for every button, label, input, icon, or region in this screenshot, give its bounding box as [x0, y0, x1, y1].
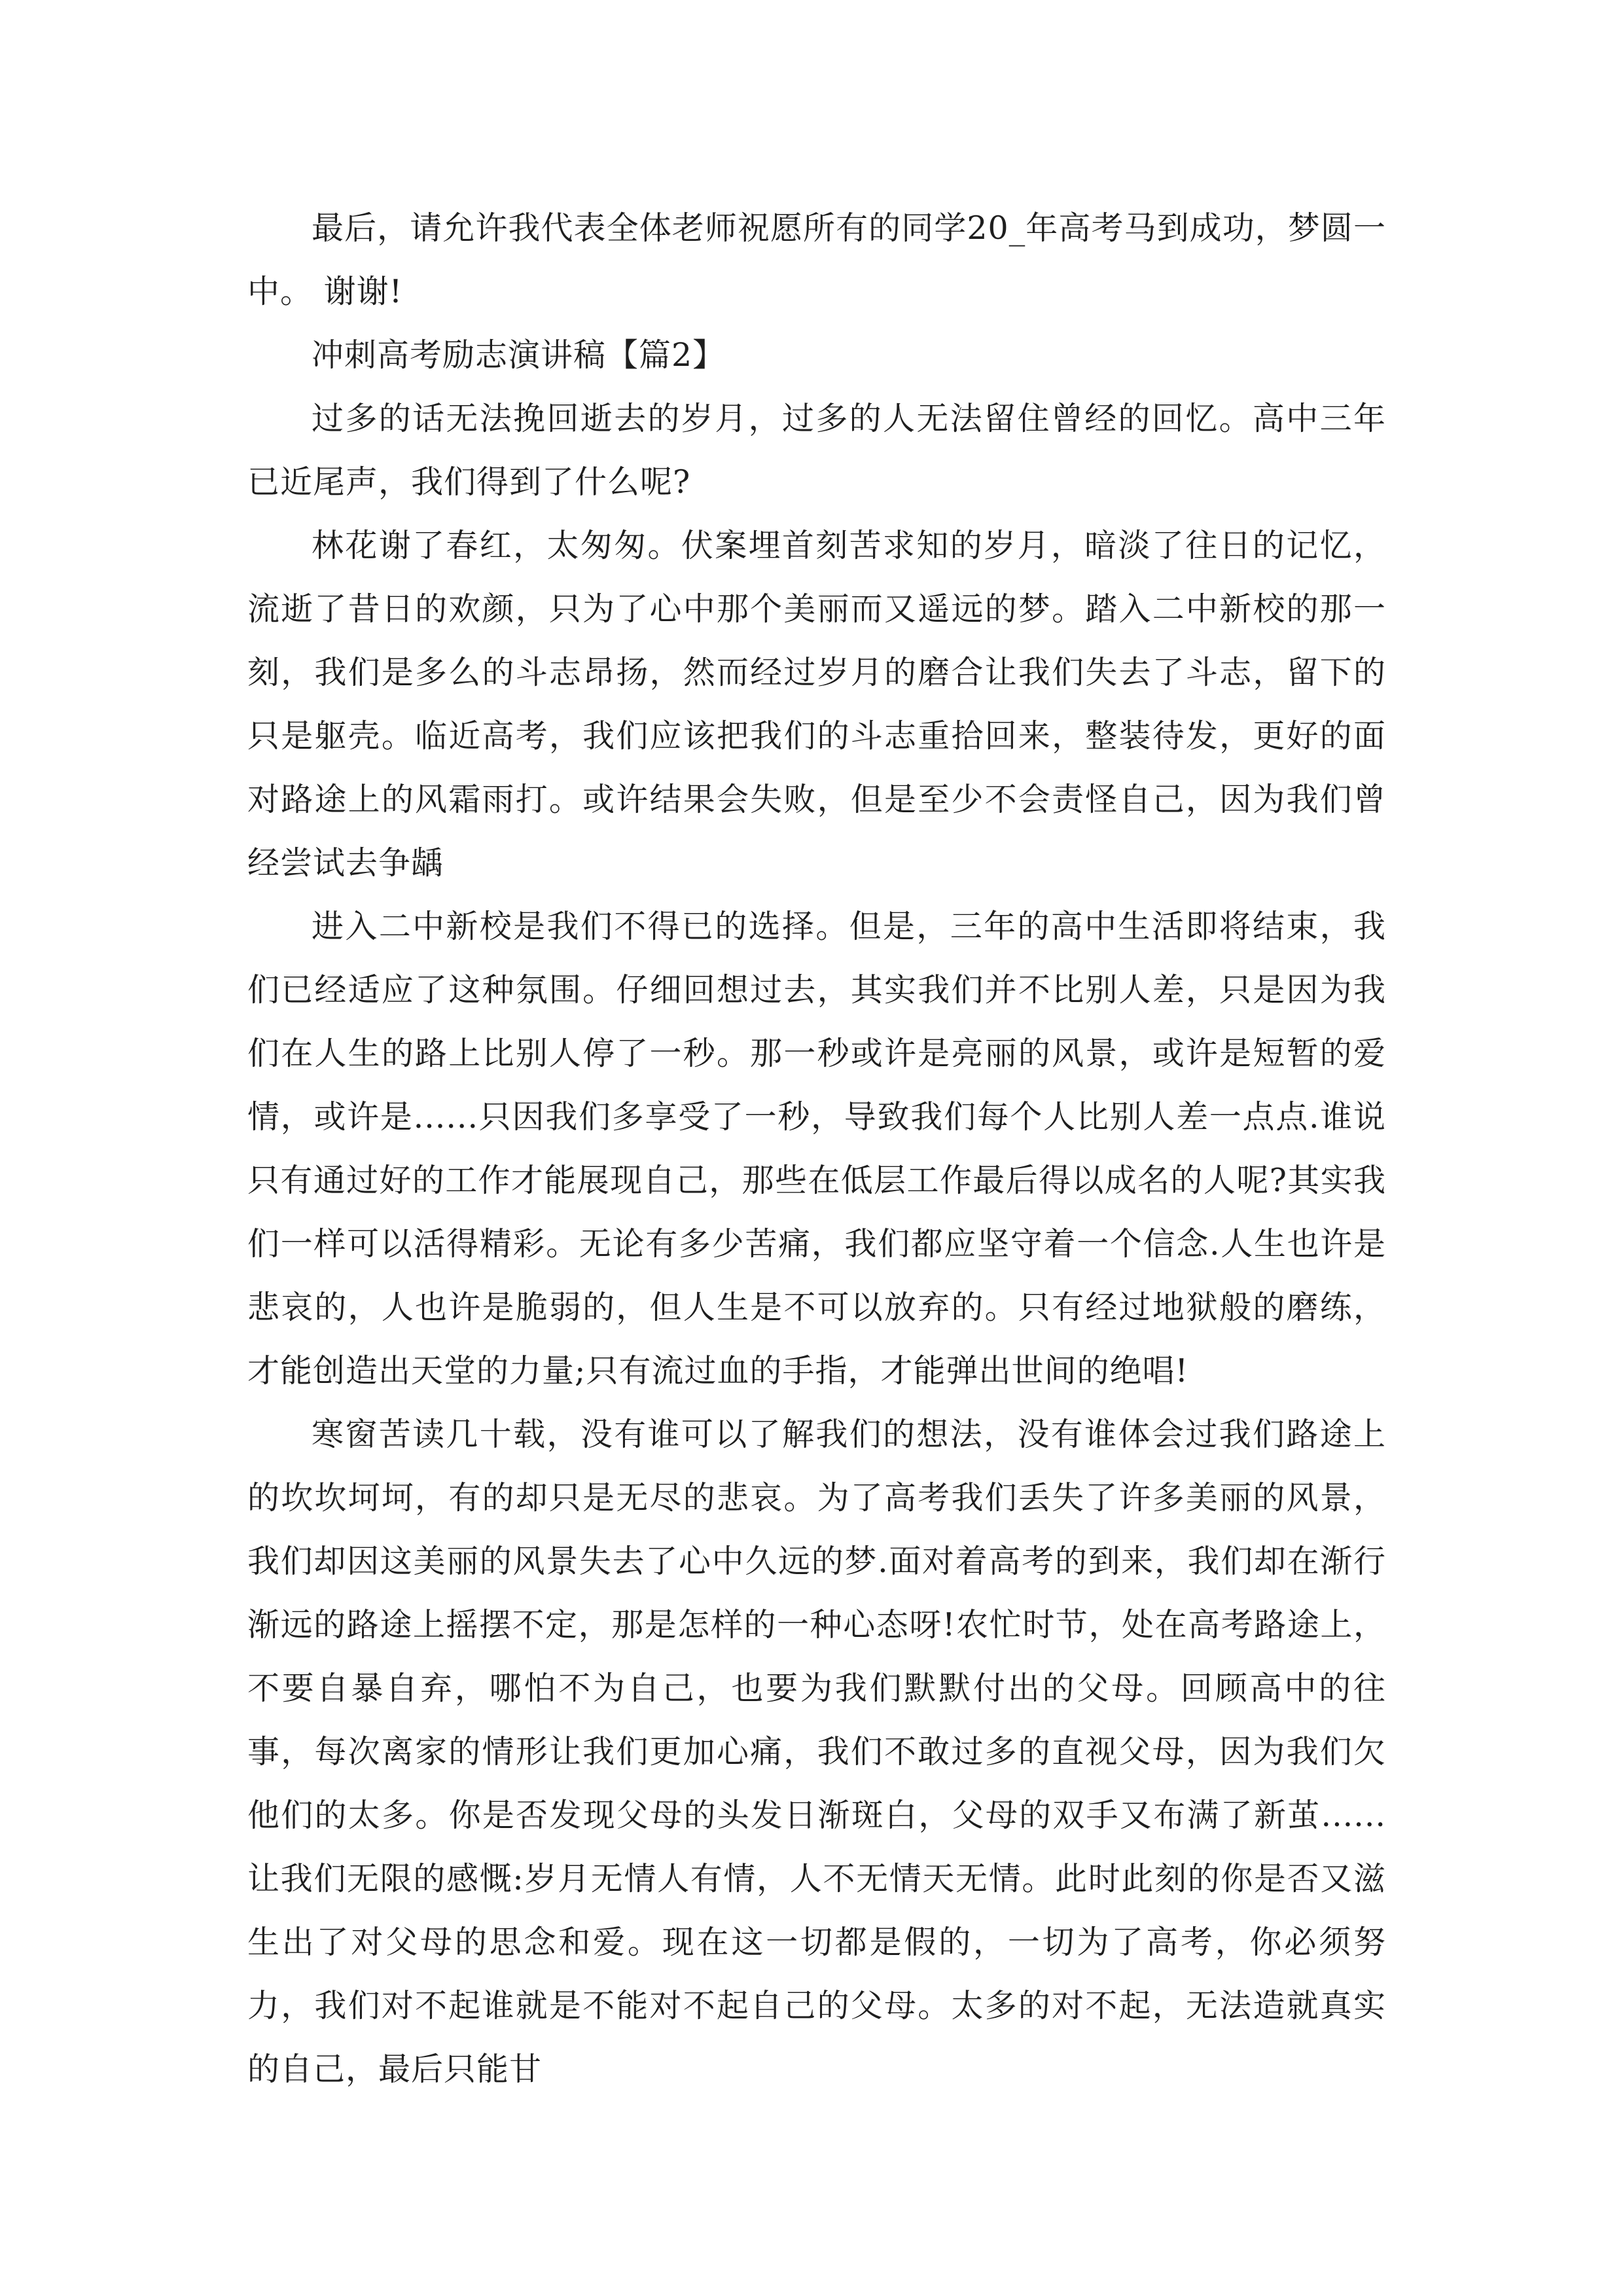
- document-body: [247, 196, 1386, 2101]
- body-paragraph: 林花谢了春红，太匆匆。伏案埋首刻苦求知的岁月，暗淡了往日的记忆，流逝了昔日的欢颜，只为了心中那个美丽而又遥远的梦。踏入二中新校的那一刻，我们是多么的斗志昂扬，然而经过岁月的磨合让我们失去了斗志，留下的只是躯壳。临近高考，我们应该把我们的斗志重拾回来，整装待发，更好的面对路途上的风霜雨打。或许结果会失败，但是至少不会责怪自己，因为我们曾经尝试去争龋: [247, 527, 1386, 882]
- body-paragraph: 过多的话无法挽回逝去的岁月，过多的人无法留住曾经的回忆。高中三年已近尾声，我们得到了什么呢?: [247, 400, 1386, 501]
- section-heading: 冲刺高考励志演讲稿【篇2】: [312, 336, 726, 374]
- closing-paragraph: 最后，请允许我代表全体老师祝愿所有的同学20_年高考马到成功，梦圆一中。 谢谢!: [247, 209, 1386, 310]
- body-paragraph: 寒窗苦读几十载，没有谁可以了解我们的想法，没有谁体会过我们路途上的坎坎坷坷，有的却只是无尽的悲哀。为了高考我们丢失了许多美丽的风景，我们却因这美丽的风景失去了心中久远的梦.面对着高考的到来，我们却在渐行渐远的路途上摇摆不定，那是怎样的一种心态呀!农忙时节，处在高考路途上，不要自暴自弃，哪怕不为自己，也要为我们默默付出的父母。回顾高中的往事，每次离家的情形让我们更加心痛，我们不敢过多的直视父母，因为我们欠他们的太多。你是否发现父母的头发日渐斑白，父母的双手又布满了新茧......让我们无限的感慨:岁月无情人有情，人不无情天无情。此时此刻的你是否又滋生出了对父母的思念和爱。现在这一切都是假的，一切为了高考，你必须努力，我们对不起谁就是不能对不起自己的父母。太多的对不起，无法造就真实的自己，最后只能甘: [247, 1416, 1386, 2088]
- body-paragraph: 进入二中新校是我们不得已的选择。但是，三年的高中生活即将结束，我们已经适应了这种氛围。仔细回想过去，其实我们并不比别人差，只是因为我们在人生的路上比别人停了一秒。那一秒或许是亮丽的风景，或许是短暂的爱情，或许是......只因我们多享受了一秒，导致我们每个人比别人差一点点.谁说只有通过好的工作才能展现自己，那些在低层工作最后得以成名的人呢?其实我们一样可以活得精彩。无论有多少苦痛，我们都应坚守着一个信念.人生也许是悲哀的，人也许是脆弱的，但人生是不可以放弃的。只有经过地狱般的磨练，才能创造出天堂的力量;只有流过血的手指，才能弹出世间的绝唱!: [247, 908, 1386, 1390]
